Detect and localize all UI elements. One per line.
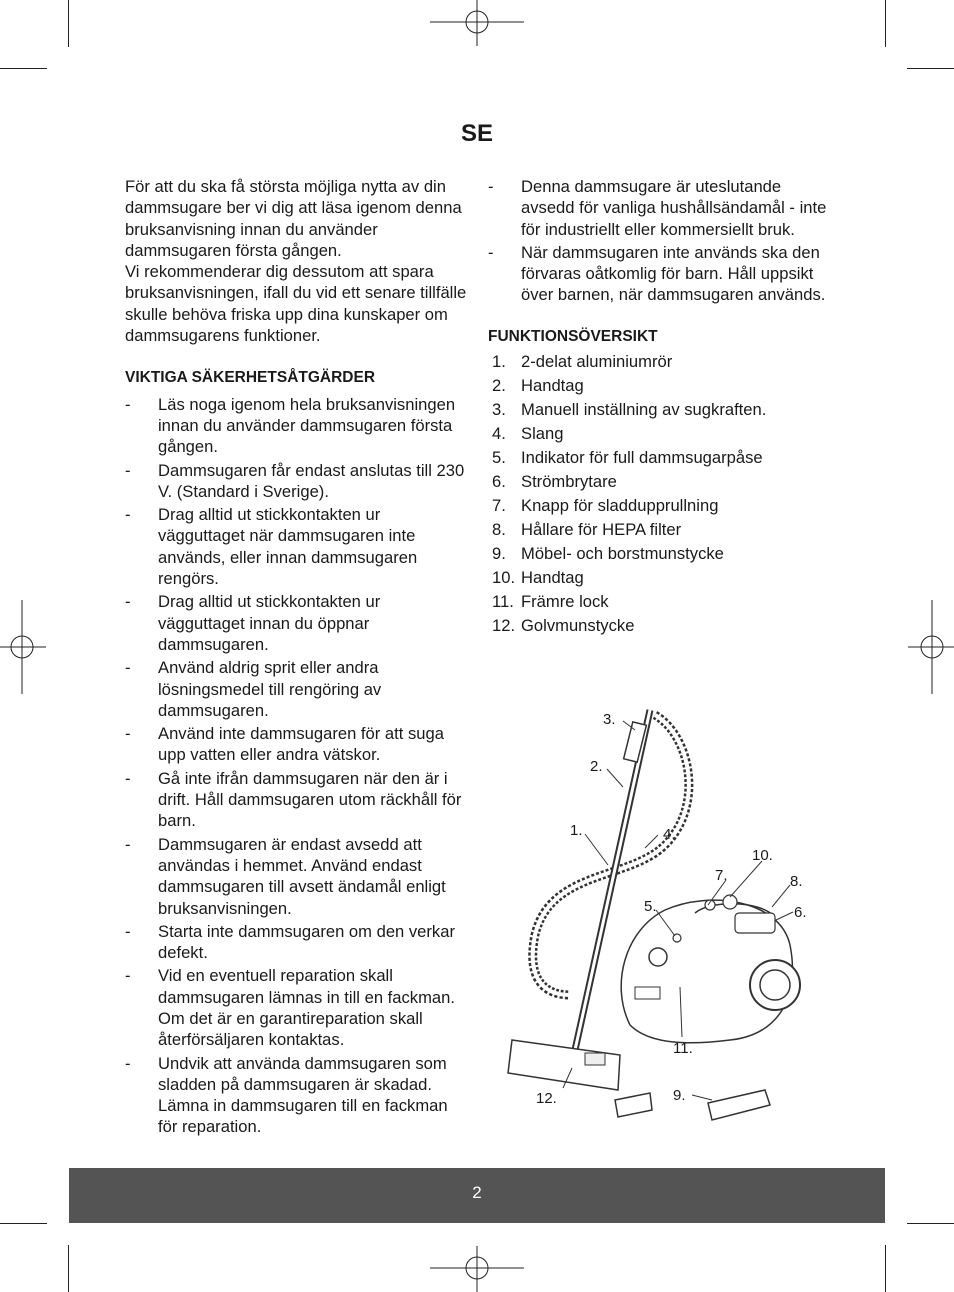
callout-label: 12. xyxy=(536,1090,557,1107)
callout-label: 8. xyxy=(790,873,803,890)
list-item: 2. Handtag xyxy=(492,376,584,396)
list-item: - Dammsugaren är endast avsedd att användas i hemmet. Använd endast dammsugaren till avsett ändamål enligt bruksanvisningen. xyxy=(125,834,446,918)
list-item: - När dammsugaren inte används ska den förvaras oåtkomlig för barn. Håll uppsikt över barnen, när dammsugaren används. xyxy=(488,242,826,305)
callout-label: 11. xyxy=(673,1040,693,1057)
list-item: 8. Hållare för HEPA filter xyxy=(492,520,682,540)
list-item: 11. Främre lock xyxy=(492,592,609,612)
crop-mark xyxy=(0,1223,47,1224)
list-item: 1. 2-delat aluminiumrör xyxy=(492,352,673,372)
list-item: - Drag alltid ut stickkontakten ur vägguttaget innan du öppnar dammsugaren. xyxy=(125,592,381,654)
callout-label: 9. xyxy=(673,1087,686,1104)
list-item: - Vid en eventuell reparation skall dammsugaren lämnas in till en fackman. Om det är en garantireparation skall återförsäljaren kontaktas. xyxy=(125,966,455,1050)
list-item: - Använd aldrig sprit eller andra lösningsmedel till rengöring av dammsugaren. xyxy=(125,658,382,720)
callout-label: 3. xyxy=(603,711,616,728)
crop-mark xyxy=(907,1223,954,1224)
callout-label: 4. xyxy=(663,826,676,843)
list-item: 9. Möbel- och borstmunstycke xyxy=(492,544,724,564)
usage-notes-list xyxy=(488,176,833,306)
safety-heading: VIKTIGA SÄKERHETSÅTGÄRDER xyxy=(125,369,376,387)
brush-nozzle xyxy=(615,1093,652,1117)
left-column xyxy=(125,176,470,1140)
callout-label: 2. xyxy=(590,758,603,775)
crevice-tool xyxy=(708,1090,770,1120)
safety-list xyxy=(125,394,470,1138)
language-heading: SE xyxy=(460,120,493,147)
callout-label: 7. xyxy=(715,867,728,884)
list-item: 10. Handtag xyxy=(492,568,584,588)
crop-mark xyxy=(907,68,954,69)
vacuum-cleaner-illustration xyxy=(490,695,810,1135)
registration-mark-top xyxy=(430,0,524,46)
list-item: - Denna dammsugare är uteslutande avsedd för vanliga hushållsändamål - inte för industriellt eller kommersiellt bruk. xyxy=(488,177,827,239)
crop-mark xyxy=(68,1245,69,1292)
list-item: - Läs noga igenom hela bruksanvisningen innan du använder dammsugaren första gången. xyxy=(125,394,456,457)
list-item: 4. Slang xyxy=(492,424,564,444)
overview-list xyxy=(488,350,833,638)
crop-mark xyxy=(885,0,886,47)
intro-paragraph: Vi rekommenderar dig dessutom att spara bruksanvisningen, ifall du vid ett senare tillfälle skulle behöva friska upp dina kunskaper om dammsugarens funktioner. xyxy=(125,262,467,346)
registration-mark-right xyxy=(908,600,954,694)
callout-label: 5. xyxy=(644,898,657,915)
callout-label: 10. xyxy=(752,847,773,864)
crop-mark xyxy=(885,1245,886,1292)
list-item: - Starta inte dammsugaren om den verkar defekt. xyxy=(125,921,455,963)
list-item: 12. Golvmunstycke xyxy=(492,616,635,636)
crop-mark xyxy=(0,68,47,69)
list-item: - Drag alltid ut stickkontakten ur vägguttaget när dammsugaren inte används, eller innan dammsugaren rengörs. xyxy=(125,505,418,589)
page-number: 2 xyxy=(472,1183,482,1202)
callout-label: 6. xyxy=(794,904,807,921)
list-item: - Använd inte dammsugaren för att suga upp vatten eller andra vätskor. xyxy=(125,724,444,765)
right-column xyxy=(488,176,833,638)
registration-mark-left xyxy=(0,600,46,694)
intro-paragraph: För att du ska få största möjliga nytta av din dammsugare ber vi dig att läsa igenom denna bruksanvisning innan du använder dammsugaren första gången. xyxy=(125,177,462,260)
list-item: 6. Strömbrytare xyxy=(492,472,617,492)
list-item: - Gå inte ifrån dammsugaren när den är i drift. Håll dammsugaren utom räckhåll för barn. xyxy=(125,768,462,831)
page-footer xyxy=(69,1168,885,1223)
list-item: - Undvik att använda dammsugaren som sladden på dammsugaren är skadad. Lämna in dammsugaren till en fackman för reparation. xyxy=(125,1053,448,1137)
crop-mark xyxy=(68,0,69,47)
list-item: - Dammsugaren får endast anslutas till 230 V. (Standard i Sverige). xyxy=(125,460,465,501)
registration-mark-bottom xyxy=(430,1246,524,1292)
list-item: 7. Knapp för sladdupprullning xyxy=(492,496,719,516)
callout-label: 1. xyxy=(570,822,583,839)
list-item: 5. Indikator för full dammsugarpåse xyxy=(492,448,763,468)
overview-heading: FUNKTIONSÖVERSIKT xyxy=(488,327,658,345)
list-item: 3. Manuell inställning av sugkraften. xyxy=(492,400,767,420)
